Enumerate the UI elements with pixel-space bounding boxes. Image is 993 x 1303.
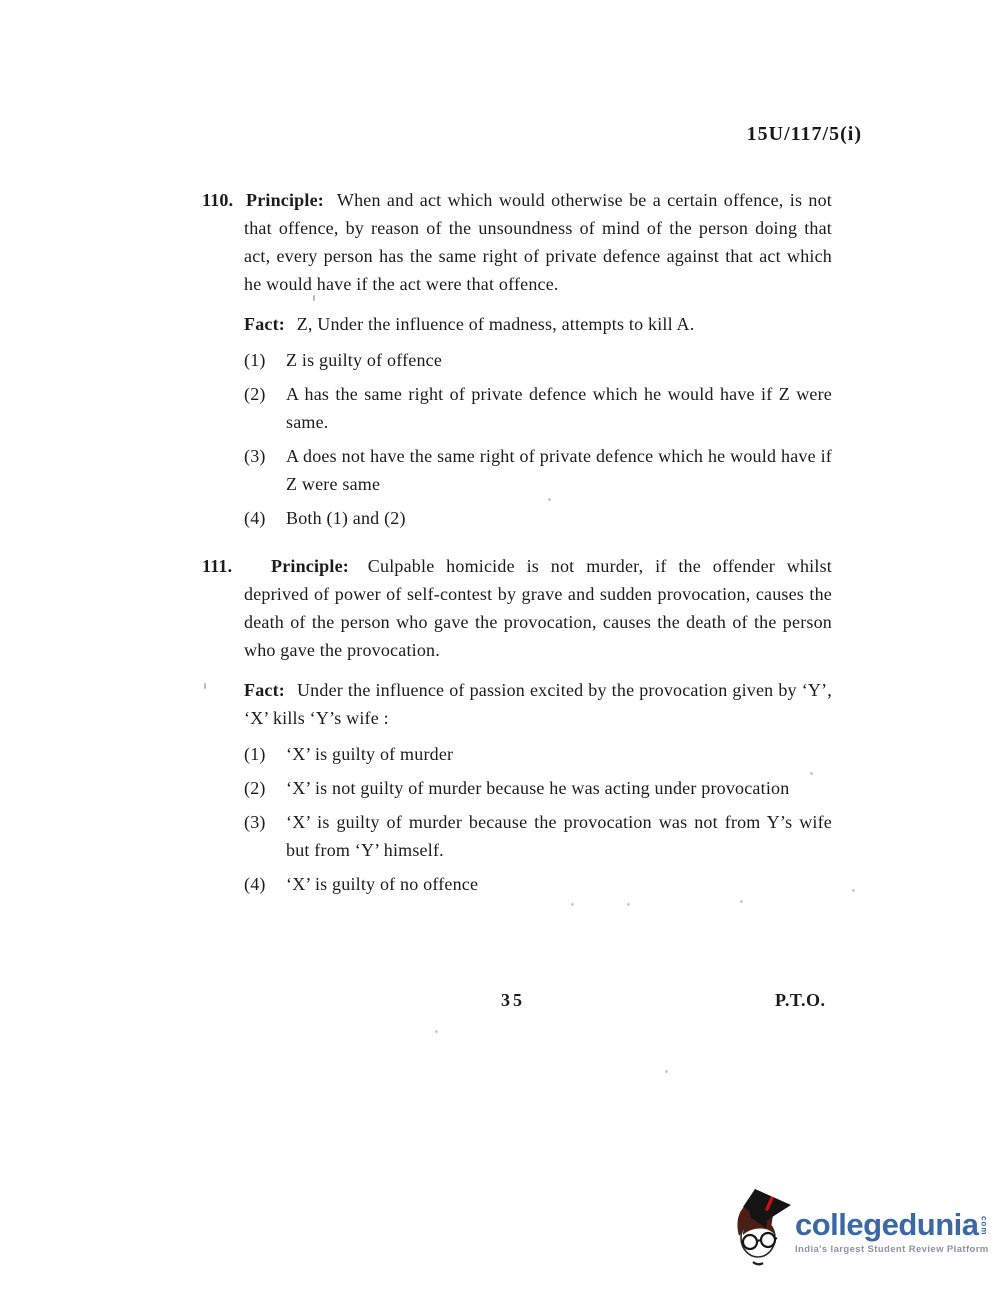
scan-speck	[810, 772, 813, 775]
options-list	[244, 346, 832, 532]
scan-speck	[548, 498, 551, 501]
option-text: Z is guilty of offence	[286, 350, 443, 370]
option-row	[244, 870, 832, 898]
principle-label: Principle:	[246, 190, 324, 210]
scan-speck	[435, 1030, 438, 1033]
question-fact	[244, 310, 832, 338]
scan-speck	[313, 295, 315, 301]
scan-speck	[627, 903, 630, 906]
scan-speck	[204, 683, 206, 689]
question-content	[202, 186, 833, 898]
question-110	[202, 186, 832, 532]
collegedunia-mascot-icon	[731, 1188, 793, 1270]
option-marker: (4)	[244, 508, 266, 528]
paper-code: 15U/117/5(i)	[746, 123, 862, 145]
option-marker: (1)	[244, 744, 266, 764]
scan-speck	[852, 889, 855, 892]
fact-text: Under the influence of passion excited by the provocation given by ‘Y’, ‘X’ kills ‘Y’s wife :	[244, 680, 833, 728]
option-marker: (4)	[244, 874, 266, 894]
brand-tagline: India's largest Student Review Platform	[795, 1244, 989, 1255]
pto-label: P.T.O.	[775, 990, 826, 1010]
page-number: 35	[501, 990, 525, 1010]
option-text: ‘X’ is guilty of murder because the provocation was not from Y’s wife but from ‘Y’ himself.	[286, 812, 832, 860]
option-row	[244, 808, 832, 864]
option-marker: (2)	[244, 778, 266, 798]
fact-text: Z, Under the influence of madness, attempts to kill A.	[296, 314, 695, 334]
option-text: ‘X’ is guilty of murder	[286, 744, 454, 764]
fact-label: Fact:	[244, 680, 285, 700]
options-list	[244, 740, 832, 898]
option-marker: (3)	[244, 812, 266, 832]
question-principle	[202, 552, 832, 664]
option-marker: (1)	[244, 350, 266, 370]
principle-text: When and act which would otherwise be a certain offence, is not that offence, by reason of the unsoundness of mind of the person doing that act, every person has the same right of private defence against that act which he would have if the act were that offence.	[244, 190, 832, 294]
option-row	[244, 380, 832, 436]
brand-name: collegedunia	[795, 1207, 979, 1242]
question-number: 111.	[202, 556, 233, 576]
option-row	[244, 346, 832, 374]
scan-speck	[665, 1070, 668, 1073]
option-row	[244, 442, 832, 498]
option-text: ‘X’ is not guilty of murder because he was acting under provocation	[286, 778, 790, 798]
fact-label: Fact:	[244, 314, 285, 334]
option-text: A has the same right of private defence which he would have if Z were same.	[286, 384, 832, 432]
mascot-mouth	[753, 1262, 763, 1264]
option-marker: (2)	[244, 384, 266, 404]
question-number: 110.	[202, 190, 234, 210]
scan-speck	[571, 903, 574, 906]
principle-label: Principle:	[271, 556, 349, 576]
option-text: Both (1) and (2)	[286, 508, 406, 528]
logo-text	[795, 1207, 989, 1255]
scan-speck	[740, 900, 743, 903]
option-marker: (3)	[244, 446, 266, 466]
option-row	[244, 774, 832, 802]
collegedunia-logo	[731, 1188, 989, 1270]
question-fact	[244, 676, 832, 732]
brand-domain: com	[979, 1216, 989, 1236]
question-111	[202, 552, 833, 898]
option-text: ‘X’ is guilty of no offence	[286, 874, 479, 894]
principle-text: Culpable homicide is not murder, if the offender whilst deprived of power of self-contest by grave and sudden provocation, causes the death of the person who gave the provocation, causes the death of the person who gave the provocation.	[244, 556, 832, 660]
question-principle	[202, 186, 832, 298]
option-row	[244, 504, 832, 532]
option-row	[244, 740, 832, 768]
option-text: A does not have the same right of private defence which he would have if Z were same	[286, 446, 832, 494]
